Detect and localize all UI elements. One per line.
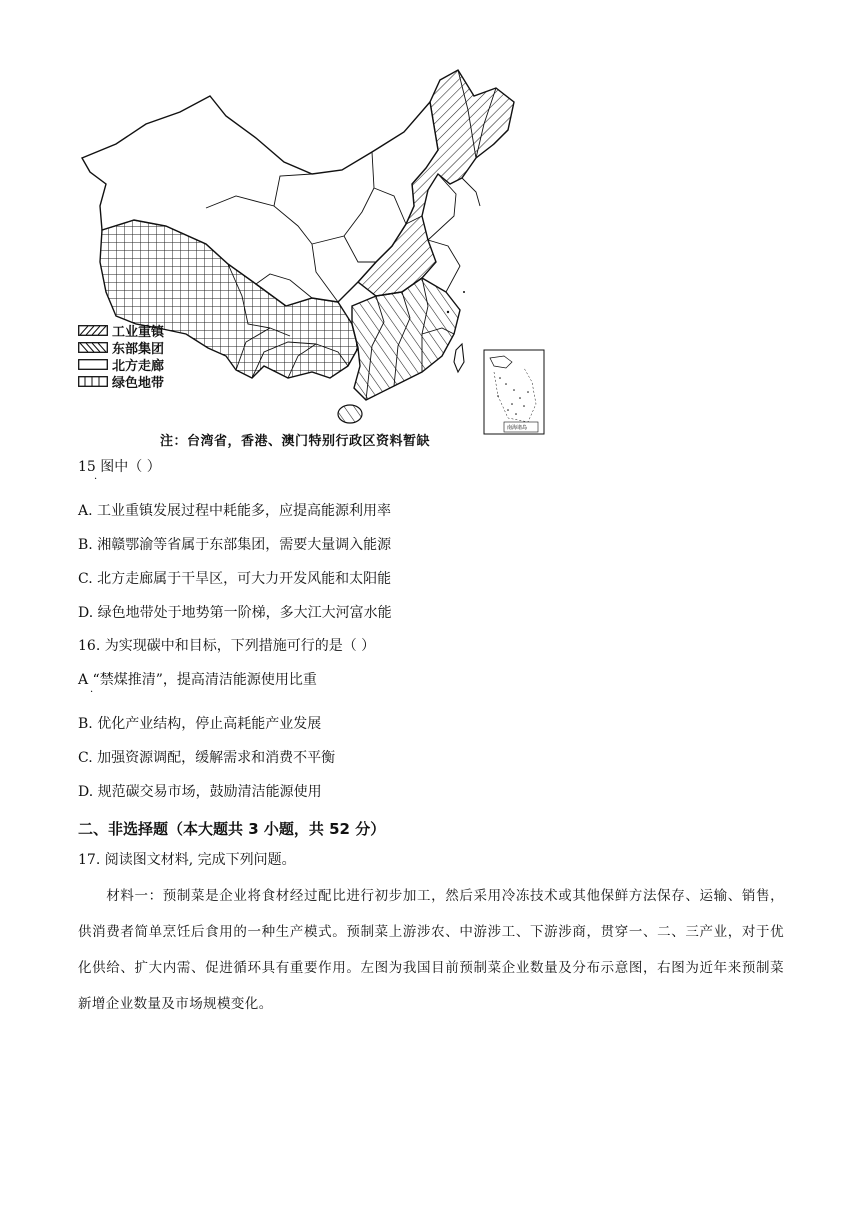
legend-item-industrial xyxy=(78,322,164,339)
q15-option-c: C. 北方走廊属于干旱区，可大力开发风能和太阳能 xyxy=(78,571,392,587)
map-note: 注：台湾省，香港、澳门特别行政区资料暂缺 xyxy=(160,434,431,449)
south-china-sea-inset xyxy=(484,350,544,434)
legend-label: 东部集团 xyxy=(112,342,165,357)
legend-item-east-group xyxy=(78,339,164,356)
q16-option-c: C. 加强资源调配，缓解需求和消费不平衡 xyxy=(78,750,336,766)
inset-label: 南海诸岛 xyxy=(507,425,528,431)
legend-item-north-corridor xyxy=(78,356,164,373)
china-energy-zone-map xyxy=(76,66,550,450)
blank-swatch-icon xyxy=(78,359,108,370)
diagonal-left-hatch-icon xyxy=(78,342,108,353)
q16-option-b: B. 优化产业结构，停止高耗能产业发展 xyxy=(78,716,322,732)
legend-item-green-belt xyxy=(78,373,164,390)
emphasis-dot: · xyxy=(94,474,98,485)
emphasis-dot: · xyxy=(90,687,94,698)
map-legend xyxy=(78,322,164,390)
q16-option-a: A “禁煤推清”，提高清洁能源使用比重 xyxy=(78,672,317,688)
grid-hatch-icon xyxy=(78,376,108,387)
q16-option-d: D. 规范碳交易市场，鼓励清洁能源使用 xyxy=(78,784,322,800)
legend-label: 绿色地带 xyxy=(112,376,165,391)
legend-label: 工业重镇 xyxy=(112,325,165,340)
section-title: 二、非选择题（本大题共 3 小题，共 52 分） xyxy=(78,820,386,838)
q15-stem: 15 图中（ ） xyxy=(78,459,161,475)
q17-stem: 17. 阅读图文材料, 完成下列问题。 xyxy=(78,852,296,868)
taiwan-island xyxy=(454,344,464,372)
legend-label: 北方走廊 xyxy=(112,359,165,374)
q17-material xyxy=(78,878,784,1022)
diagonal-right-hatch-icon xyxy=(78,325,108,336)
q16-stem: 16. 为实现碳中和目标，下列措施可行的是（ ） xyxy=(78,638,376,654)
material-text: 材料一：预制菜是企业将食材经过配比进行初步加工，然后采用冷冻技术或其他保鲜方法保存、运输、销售，供消费者简单烹饪后食用的一种生产模式。预制菜上游涉农、中游涉工、下游涉商，贯穿一、二、三产业，对于优化供给、扩大内需、促进循环具有重要作用。左图为我国目前预制菜企业数量及分布示意图，右图为近年来预制菜新增企业数量及市场规模变化。 xyxy=(78,888,784,1012)
q15-option-d: D. 绿色地带处于地势第一阶梯，多大江大河富水能 xyxy=(78,605,392,621)
q15-option-b: B. 湘赣鄂渝等省属于东部集团，需要大量调入能源 xyxy=(78,537,392,553)
q15-option-a: A. 工业重镇发展过程中耗能多，应提高能源利用率 xyxy=(78,503,392,519)
hainan-island xyxy=(338,405,362,423)
